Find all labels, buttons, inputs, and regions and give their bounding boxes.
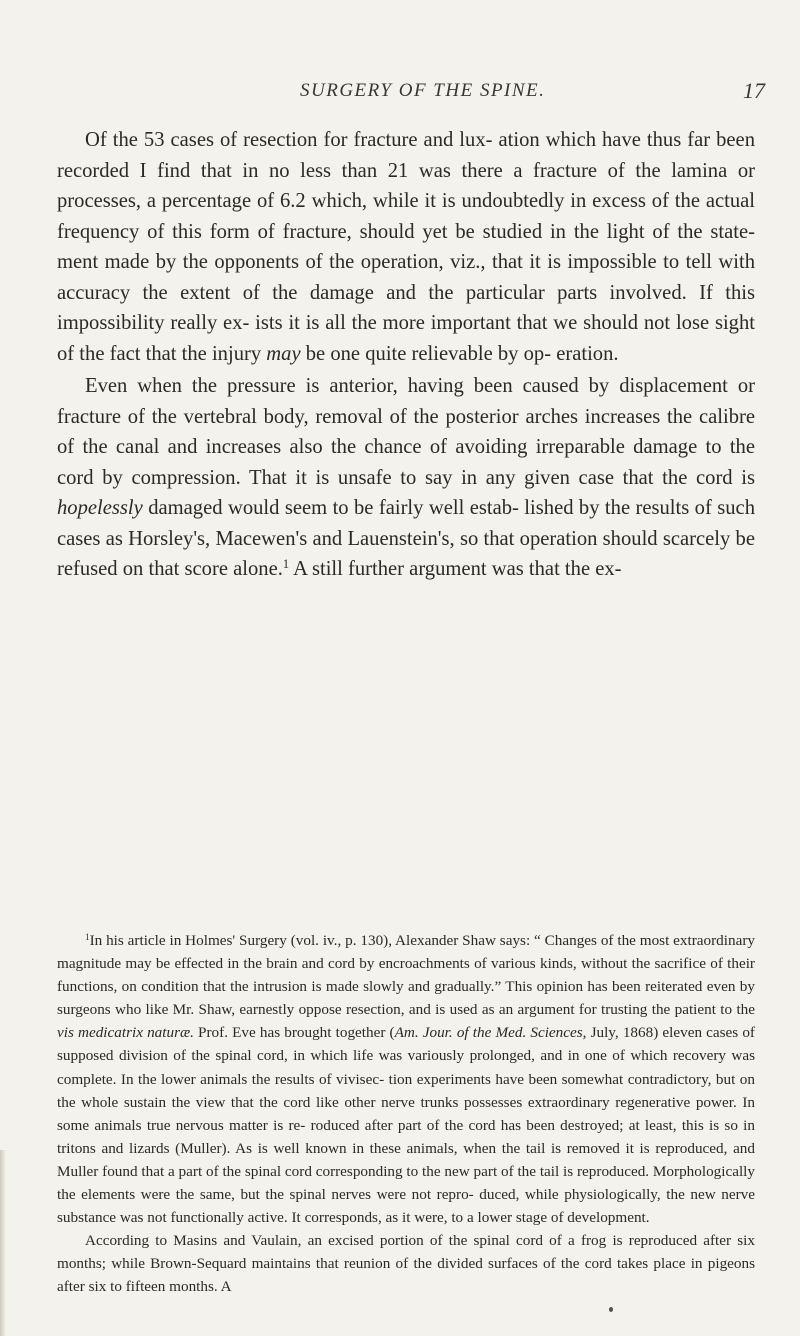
running-title: SURGERY OF THE SPINE. — [300, 80, 546, 101]
emphasis-may: may — [266, 342, 301, 365]
footnote-1-text-a: In his article in Holmes' Surgery (vol. iv., p. 130), Alexander Shaw says: “ Changes of the most extraordinary magnitude may be effected in the brain and cord by encroachments of various kinds, without the sacrifice of their functions, on condition that the intrusion is made slowly and gradually.” This opinion has been reiterated even by surgeons who like Mr. Shaw, earnestly oppose resection, and is used as an argument for trusting the patient to the — [57, 932, 755, 1019]
emphasis-hopelessly: hopelessly — [57, 497, 143, 519]
paragraph-1-end: be one quite relievable by op- eration. — [300, 342, 619, 365]
running-head — [0, 80, 800, 110]
ink-speck — [609, 1307, 613, 1312]
paragraph-1-text: Of the 53 cases of resection for fracture and lux- ation which have thus far been recorded I find that in no less than 21 was there a fracture of the lamina or processes, a percentage of 6.2 which, while it is undoubtedly in excess of the actual frequency of this form of fracture, should yet be studied in the light of the state- ment made by the opponents of the operation, viz., that it is impossible to tell with accuracy the extent of the damage and the particular parts involved. If this impossibility really ex- ists it is all the more important that we should not lose sight of the fact that the injury — [57, 129, 755, 365]
footnote-emphasis-vis-medicatrix: vis medicatrix naturæ. — [57, 1024, 194, 1042]
page-number: 17 — [743, 78, 765, 103]
footnote-marker: 1 — [85, 931, 90, 942]
paragraph-2-text-a: Even when the pressure is anterior, having been caused by displacement or fracture of the vertebral body, removal of the posterior arches increases the calibre of the canal and increases also the chance of avoiding irreparable damage to the cord by compression. That it is unsafe to say in any given case that the cord is — [57, 375, 755, 489]
footnote-1-text-b: Prof. Eve has brought together ( — [193, 1024, 395, 1042]
paragraph-1 — [57, 125, 755, 369]
footnote-reference: 1 — [282, 557, 290, 572]
paragraph-2-text-c: A still further argument was that the ex- — [289, 558, 622, 580]
paragraph-2 — [57, 371, 755, 585]
footnotes — [57, 929, 755, 1299]
footnote-1-continuation: According to Masins and Vaulain, an excised portion of the spinal cord of a frog is reproduced after six months; while Brown-Sequard maintains that reunion of the divided surfaces of the cord takes place in pigeons after six to fifteen months. A — [57, 1232, 755, 1296]
footnote-1 — [57, 929, 755, 1229]
footnote-emphasis-journal: Am. Jour. of the Med. Sciences, — [394, 1024, 587, 1042]
page-edge-shadow — [0, 1150, 6, 1336]
footnote-1-text-c: July, 1868) eleven cases of supposed division of the spinal cord, in which life was variously prolonged, and in one of which recovery was complete. In the lower animals the results of vivisec- tion experiments have been somewhat contradictory, but on the whole sustain the view that the cord like other nerve trunks possesses extraordinary regenerative power. In some animals true nervous matter is re- roduced after part of the cord has been destroyed; at least, this is so in tritons and lizards (Muller). As is well known in these animals, when the tail is removed it is reproduced, and Muller found that a part of the spinal cord corresponding to the new part of the tail is reproduced. Morphologically the elements were the same, but the spinal nerves were not repro- duced, while physiologically, the new nerve substance was not functionally active. It corresponds, as it were, to a lower stage of development. — [57, 1024, 755, 1227]
body-text — [57, 125, 755, 585]
paragraph-2-text-b: damaged would seem to be fairly well estab- lished by the results of such cases as Horsley's, Macewen's and Lauenstein's, so that operation should scarcely be refused on that score alone. — [57, 497, 755, 580]
